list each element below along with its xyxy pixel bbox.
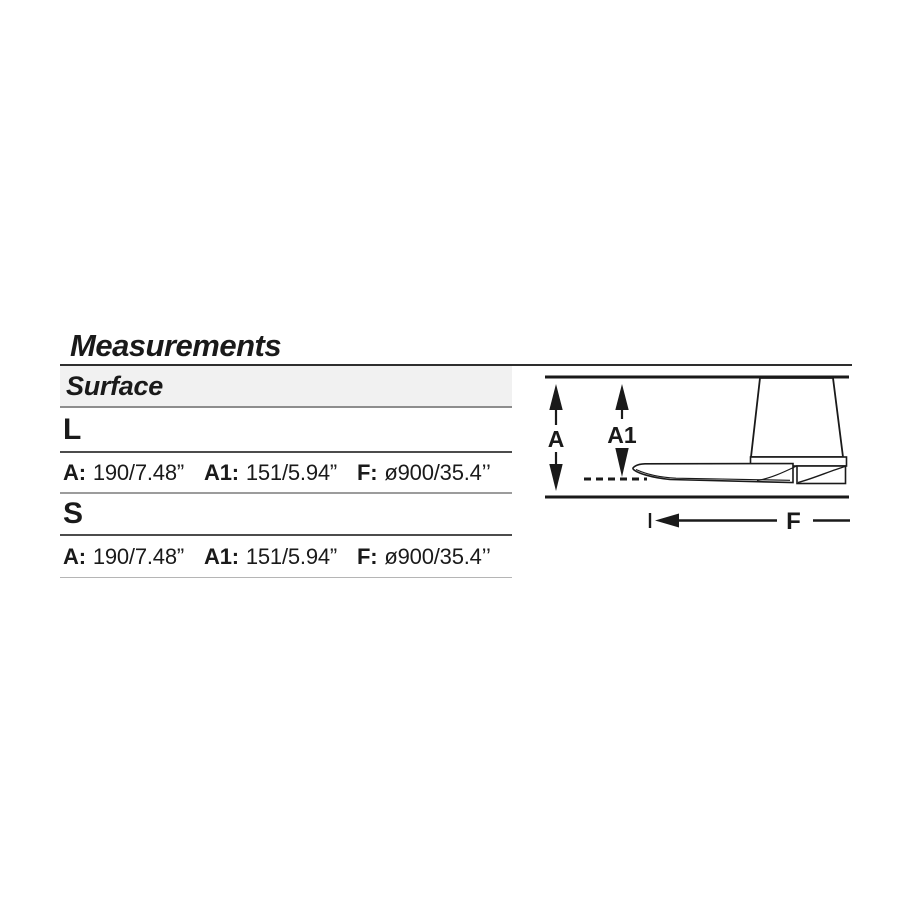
dimension-A-label: A <box>547 426 565 452</box>
size-label: L <box>63 412 82 446</box>
measurement-value: 190/7.48” <box>92 543 184 569</box>
measurement-pair <box>63 460 184 486</box>
fan-hub <box>797 466 846 484</box>
size-row-L <box>60 408 512 453</box>
mounting-type-label: Surface <box>66 370 163 401</box>
dimension-F-arrow <box>650 508 850 535</box>
dimension-F-label: F <box>786 508 801 535</box>
measurement-value: 151/5.94” <box>245 459 338 485</box>
measurements-table <box>60 366 512 578</box>
table-header-row <box>60 366 512 408</box>
measurement-value: ø900/35.4’’ <box>384 459 491 485</box>
measurement-key: F: <box>357 543 378 569</box>
values-row-S <box>60 536 512 578</box>
measurement-key: A: <box>63 543 86 569</box>
measurement-pair <box>204 544 337 570</box>
measurement-key: A1: <box>204 543 239 569</box>
measurement-pair <box>204 460 337 486</box>
values-row-L <box>60 453 512 494</box>
fan-canopy <box>751 378 843 457</box>
measurement-value: 190/7.48” <box>92 459 184 485</box>
dimension-diagram <box>540 355 860 535</box>
size-label: S <box>63 497 84 530</box>
measurement-pair <box>357 544 491 570</box>
size-row-S <box>60 494 512 536</box>
dimension-A1-arrow <box>607 384 637 477</box>
fan-blade <box>633 464 797 483</box>
page-title: Measurements <box>70 328 282 363</box>
measurement-value: 151/5.94” <box>245 543 338 569</box>
measurement-pair <box>63 544 184 570</box>
dimension-A1-label: A1 <box>607 422 637 448</box>
measurement-key: A1: <box>204 459 239 485</box>
measurement-pair <box>357 460 491 486</box>
measurement-value: ø900/35.4’’ <box>384 543 491 569</box>
measurement-key: A: <box>63 459 86 485</box>
dimension-A-arrow <box>548 384 565 491</box>
measurement-key: F: <box>357 459 378 485</box>
